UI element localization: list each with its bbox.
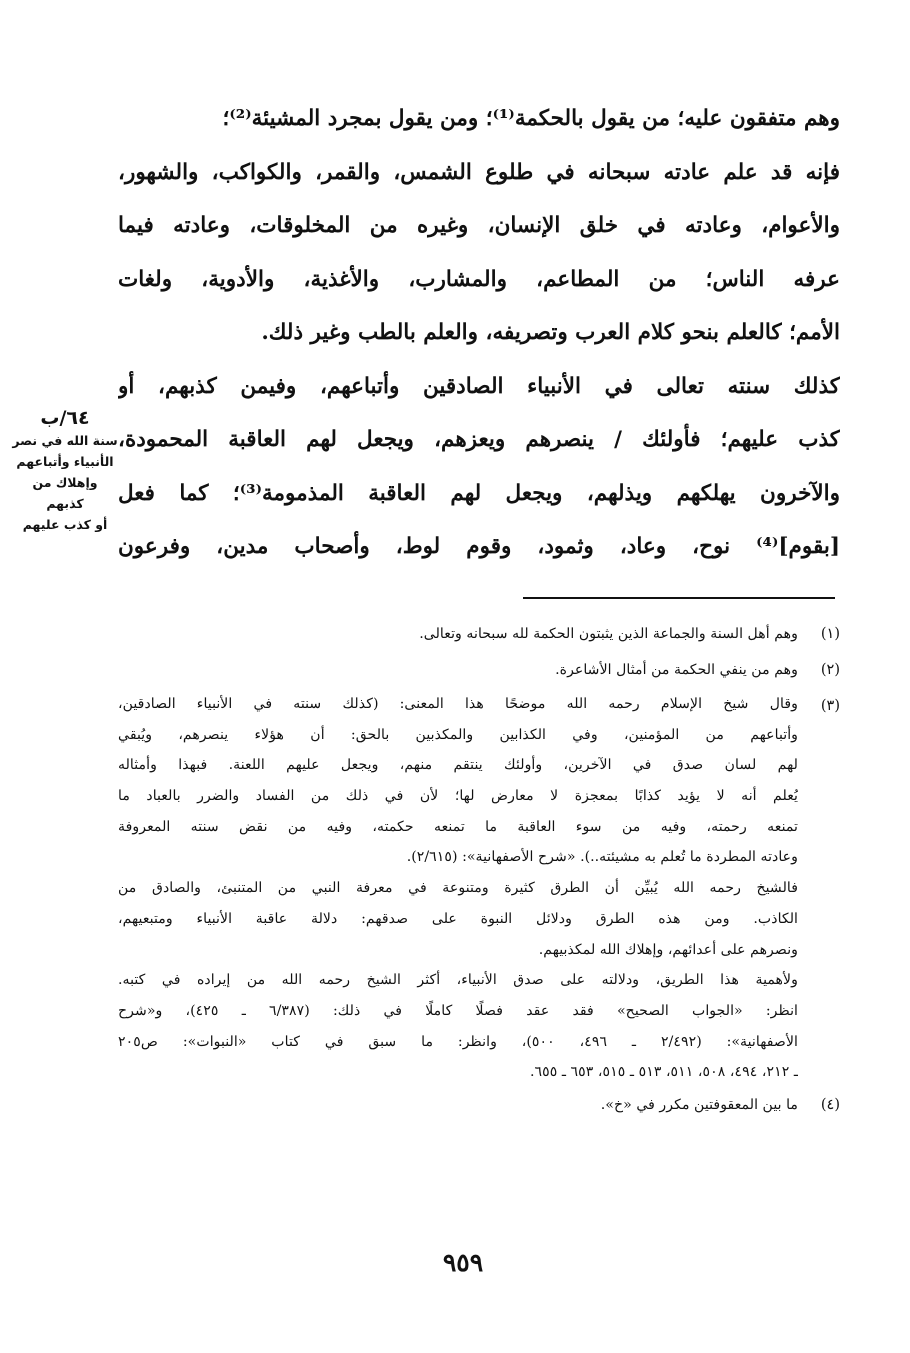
footnote-line: يُعلم أنه لا يؤيد كذابًا بمعجزة لا معارض لها؛ لأن في ذلك من الفساد والضرر بالعباد ما <box>118 788 798 805</box>
footnote-line: ولأهمية هذا الطريق، ودلالته على صدق الأنبياء، أكثر الشيخ رحمه الله من إيراده في كتبه. <box>118 972 798 989</box>
main-text <box>118 92 840 574</box>
text-line: عرفه الناس؛ من المطاعم، والمشارب، والأغذية، والأدوية، ولغات <box>118 266 840 292</box>
footnote <box>118 689 840 1088</box>
margin-summary-line: الأنبياء وأتباعهم <box>16 454 114 469</box>
footnote-line: الكاذب. ومن هذه الطرق ودلائل النبوة على صدقهم: دلالة عاقبة الأنبياء ومتبعيهم، <box>118 910 798 927</box>
footnote-number: (٣) <box>820 698 840 714</box>
footnote-number: (٤) <box>820 1096 840 1113</box>
footnote-line: ما بين المعقوفتين مكرر في «خ». <box>600 1096 798 1113</box>
text-line: وهم متفقون عليه؛ من يقول بالحكمة⁽¹⁾؛ ومن يقول بمجرد المشيئة⁽²⁾؛ <box>222 106 840 131</box>
footnote <box>118 1088 840 1124</box>
footnote-line: وعادته المطردة ما تُعلم به مشيئته..). «شرح الأصفهانية»: (٢/٦١٥). <box>406 849 798 866</box>
page-number: ٩٥٩ <box>442 1248 484 1277</box>
footnote <box>118 617 840 653</box>
text-line: كذلك سنته تعالى في الأنبياء الصادقين وأتباعهم، وفيمن كذبهم، أو <box>118 373 840 399</box>
footnote-line: ونصرهم على أعدائهم، وإهلاك الله لمكذبيهم. <box>538 941 798 958</box>
manuscript-folio-ref: ٦٤/ب <box>40 407 90 429</box>
text-line: كذب عليهم؛ فأولئك / ينصرهم ويعزهم، ويجعل لهم العاقبة المحمودة، <box>118 427 840 452</box>
text-line: [بقوم]⁽⁴⁾ نوح، وعاد، وثمود، وقوم لوط، وأصحاب مدين، وفرعون <box>118 534 840 559</box>
text-line: والأعوام، وعادته في خلق الإنسان، وغيره من المخلوقات، وعادته فيما <box>118 213 840 238</box>
footnote-line: وهم من ينفي الحكمة من أمثال الأشاعرة. <box>555 662 798 678</box>
footnote-line: تمنعه رحمته، وفيه من سوء العاقبة ما تمنعه حكمته، وفيه من نقض سنته المعروفة <box>118 818 798 835</box>
footnote-number: (٢) <box>820 662 840 678</box>
margin-summary-line: وإهلاك من كذبهم <box>32 475 98 511</box>
text-line: فإنه قد علم عادته سبحانه في طلوع الشمس، والقمر، والكواكب، والشهور، <box>118 159 840 185</box>
text-line: الأمم؛ كالعلم بنحو كلام العرب وتصريفه، والعلم بالطب وغير ذلك. <box>261 320 840 345</box>
footnote <box>118 653 840 689</box>
footnotes <box>118 617 840 1124</box>
footnote-line: الأصفهانية»: (٢/٤٩٢ ـ ٤٩٦، ٥٠٠)، وانظر: ما سبق في كتاب «النبوات»: ص٢٠٥ <box>118 1033 798 1050</box>
footnote-line: وأتباعهم من المؤمنين، وفي الكذابين والمكذبين بالحق: أن هؤلاء ينصرهم، ويُبقي <box>118 726 798 743</box>
footnote-line: فالشيخ رحمه الله يُبيِّن أن الطرق كثيرة ومتنوعة في معرفة النبي من المتنبئ، والصادق من <box>118 880 798 897</box>
margin-summary-line: سنة الله في نصر <box>12 433 118 448</box>
footnote-line: وقال شيخ الإسلام رحمه الله موضحًا هذا المعنى: (كذلك سنته في الأنبياء الصادقين، <box>118 696 798 712</box>
footnote-number: (١) <box>820 626 840 642</box>
footnote-line: انظر: «الجواب الصحيح» فقد عقد فصلًا كاملًا في ذلك: (٦/٣٨٧ ـ ٤٢٥)، و«شرح <box>118 1002 798 1019</box>
margin-note <box>12 406 118 535</box>
footnote-line: لهم لسان صدق في الآخرين، وأولئك ينتقم منهم، ويجعل عليهم اللعنة. فبهذا وأمثاله <box>118 757 798 774</box>
footnote-line: ـ ٢١٢، ٤٩٤، ٥٠٨، ٥١١، ٥١٣ ـ ٥١٥، ٦٥٣ ـ ٦٥٥. <box>529 1064 798 1081</box>
footnote-line: وهم أهل السنة والجماعة الذين يثبتون الحكمة لله سبحانه وتعالى. <box>419 626 798 642</box>
text-line: والآخرون يهلكهم ويذلهم، ويجعل لهم العاقبة المذمومة⁽³⁾؛ كما فعل <box>118 480 840 506</box>
margin-summary-line: أو كذب عليهم <box>22 517 108 532</box>
footnote-separator <box>523 597 835 599</box>
